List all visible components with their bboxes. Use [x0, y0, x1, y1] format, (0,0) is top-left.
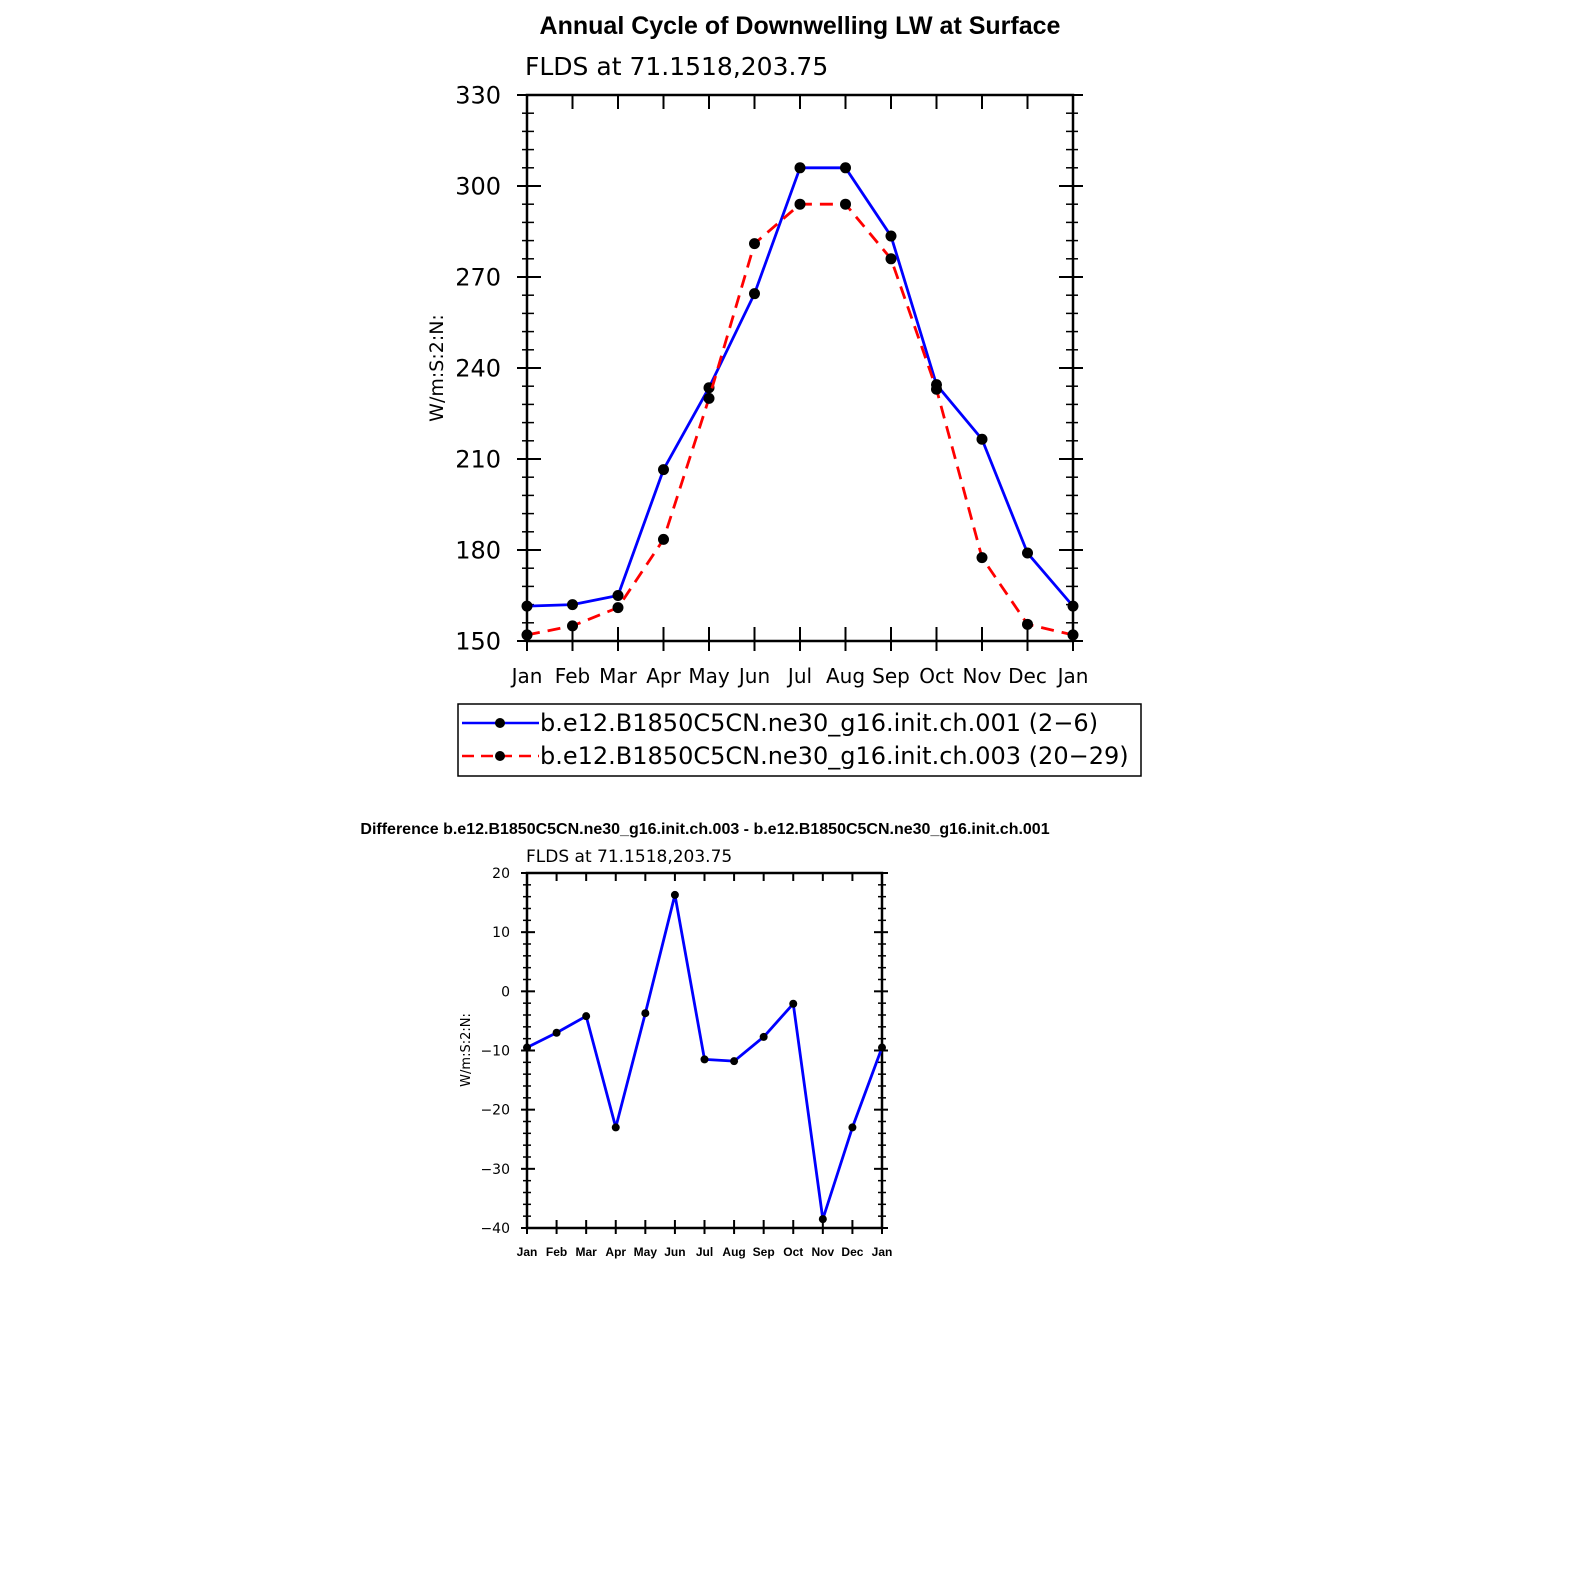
x-tick-label: Feb [545, 1245, 568, 1259]
series-layer [523, 891, 886, 1223]
chart-title: Annual Cycle of Downwelling LW at Surface [539, 12, 1061, 40]
x-tick-label: Nov [962, 664, 1002, 688]
x-tick-label: Feb [554, 664, 591, 688]
x-tick-label: Sep [752, 1245, 775, 1259]
chart-title: Difference b.e12.B1850C5CN.ne30_g16.init.ch.003 - b.e12.B1850C5CN.ne30_g16.init.ch.001 [360, 821, 1050, 838]
series-1-point [671, 891, 679, 899]
chart-subtitle: FLDS at 71.1518,203.75 [525, 52, 829, 81]
chart-subtitle: FLDS at 71.1518,203.75 [526, 847, 733, 867]
series-1-point [730, 1057, 738, 1065]
series-1-point [523, 1044, 531, 1052]
x-tick-label: Apr [646, 664, 681, 688]
series-1-point [613, 590, 624, 601]
series-1-point [1022, 548, 1033, 559]
series-1-point [701, 1055, 709, 1063]
x-tick-label: Jul [787, 664, 813, 688]
series-1-point [789, 1000, 797, 1008]
x-tick-label: Aug [722, 1245, 746, 1259]
y-tick-label: 0 [501, 984, 510, 1001]
series-1-point [795, 162, 806, 173]
x-tick-label: Dec [1008, 664, 1047, 688]
series-1-point [749, 288, 760, 299]
legend [458, 704, 1141, 776]
y-tick-label: 240 [455, 354, 501, 383]
x-tick-label: Oct [919, 664, 954, 688]
y-tick-label: 20 [492, 866, 510, 883]
y-tick-label: −30 [480, 1161, 510, 1178]
x-tick-label: May [688, 664, 730, 688]
x-tick-label: Jul [695, 1245, 714, 1259]
series-1-point [553, 1029, 561, 1037]
y-tick-label: 10 [492, 925, 510, 942]
series-1-point [1068, 601, 1079, 612]
x-tick-label: May [633, 1245, 658, 1259]
axis-ticks [455, 82, 1088, 688]
series-2-point [795, 199, 806, 210]
series-2-point [1022, 619, 1033, 630]
y-tick-label: −10 [480, 1043, 510, 1060]
series-layer [522, 162, 1079, 640]
series-1-point [840, 162, 851, 173]
y-tick-label: 210 [455, 445, 501, 474]
series-1-point [522, 601, 533, 612]
series-1-point [886, 231, 897, 242]
y-axis-label: W/m:S:2:N: [426, 314, 448, 422]
plot-frame [527, 873, 882, 1228]
series-1-point [760, 1033, 768, 1041]
series-2-point [1068, 629, 1079, 640]
x-tick-label: Jun [738, 664, 771, 688]
series-2-point [840, 199, 851, 210]
y-tick-label: 270 [455, 263, 501, 292]
x-tick-label: Mar [575, 1245, 597, 1259]
axis-ticks [480, 866, 892, 1259]
series-1-point [641, 1009, 649, 1017]
x-tick-label: Jun [664, 1245, 686, 1259]
series-1-point [612, 1123, 620, 1131]
x-tick-label: Jan [516, 1245, 538, 1259]
series-1-point [848, 1123, 856, 1131]
x-tick-label: Apr [605, 1245, 627, 1259]
series-1-point [582, 1012, 590, 1020]
x-tick-label: Dec [841, 1245, 864, 1259]
y-tick-label: 150 [455, 627, 501, 656]
x-tick-label: Jan [511, 664, 543, 688]
series-2-point [749, 238, 760, 249]
series-line-1 [527, 168, 1073, 606]
series-2-point [567, 620, 578, 631]
difference-chart [360, 821, 1049, 1259]
legend-marker-series-1 [495, 718, 505, 728]
legend-label-series-2: b.e12.B1850C5CN.ne30_g16.init.ch.003 (20−29) [540, 742, 1129, 770]
series-2-point [522, 629, 533, 640]
series-1-point [567, 599, 578, 610]
series-1-point [658, 464, 669, 475]
series-2-point [658, 534, 669, 545]
series-2-point [613, 602, 624, 613]
series-line-2 [527, 204, 1073, 635]
series-1-point [819, 1215, 827, 1223]
x-tick-label: Sep [872, 664, 910, 688]
series-2-point [931, 384, 942, 395]
annual-cycle-chart [426, 12, 1141, 776]
series-1-point [977, 434, 988, 445]
y-tick-label: −20 [480, 1102, 510, 1119]
y-tick-label: −40 [480, 1221, 510, 1238]
x-tick-label: Jan [1057, 664, 1089, 688]
y-tick-label: 300 [455, 172, 501, 201]
x-tick-label: Jan [871, 1245, 893, 1259]
series-2-point [704, 393, 715, 404]
series-1-point [878, 1044, 886, 1052]
series-2-point [977, 552, 988, 563]
x-tick-label: Mar [599, 664, 637, 688]
x-tick-label: Oct [783, 1245, 804, 1259]
legend-marker-series-2 [495, 751, 505, 761]
x-tick-label: Nov [811, 1245, 835, 1259]
plot-frame [527, 95, 1073, 641]
series-2-point [886, 253, 897, 264]
x-tick-label: Aug [825, 664, 866, 688]
y-tick-label: 180 [455, 536, 501, 565]
y-axis-label: W/m:S:2:N: [459, 1013, 474, 1087]
legend-label-series-1: b.e12.B1850C5CN.ne30_g16.init.ch.001 (2−6) [540, 709, 1099, 737]
y-tick-label: 330 [455, 81, 501, 110]
